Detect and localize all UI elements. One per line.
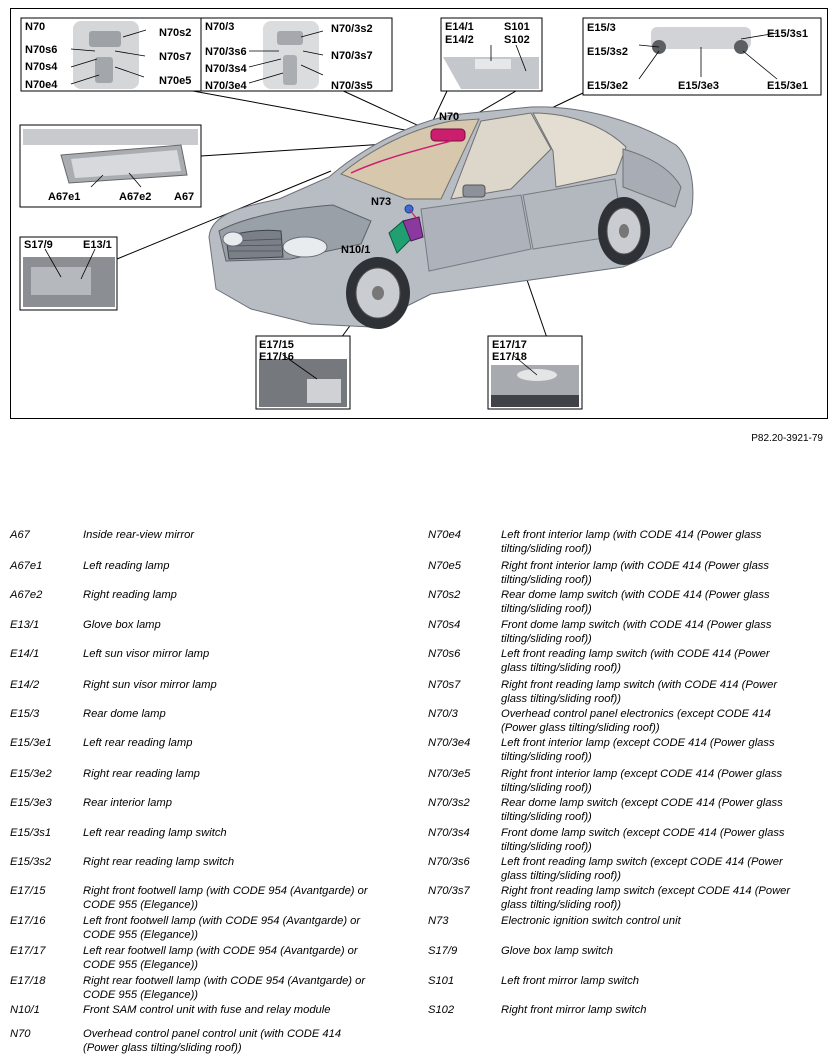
- legend-code: N10/1: [10, 1004, 40, 1016]
- legend-description-line: tilting/sliding roof)): [501, 574, 592, 586]
- legend-code: E15/3s1: [10, 827, 52, 839]
- car-illustration: [209, 107, 693, 329]
- legend-description: [83, 914, 410, 942]
- callout: E17/18: [492, 351, 527, 363]
- legend-code: E15/3s2: [10, 856, 52, 868]
- legend-description: [501, 855, 830, 883]
- callout: E15/3s1: [767, 28, 808, 40]
- callout: E14/2: [445, 34, 474, 46]
- legend-description-line: (Power glass tilting/sliding roof)): [83, 1042, 242, 1054]
- callout: E17/15: [259, 339, 294, 351]
- legend-description: [501, 884, 830, 912]
- legend-code: E15/3e2: [10, 768, 52, 780]
- legend-description-line: Electronic ignition switch control unit: [501, 915, 681, 927]
- legend-code: N70s2: [428, 589, 461, 601]
- legend-description-line: tilting/sliding roof)): [501, 633, 592, 645]
- callout: E15/3e3: [678, 80, 719, 92]
- legend-code: N70s4: [428, 619, 461, 631]
- legend-description-line: Rear interior lamp: [83, 797, 172, 809]
- location-diagram: [10, 8, 828, 419]
- callout: N70s7: [159, 51, 192, 63]
- callout: E15/3e2: [587, 80, 628, 92]
- legend-code: N70e5: [428, 560, 461, 572]
- legend-description-line: Right front mirror lamp switch: [501, 1004, 647, 1016]
- callout: N70s2: [159, 27, 192, 39]
- legend-description-line: Front SAM control unit with fuse and relay module: [83, 1004, 331, 1016]
- legend-description-line: Right front reading lamp switch (with CODE 414 (Power: [501, 679, 778, 691]
- legend-code: N73: [428, 915, 449, 927]
- legend-description: [83, 826, 410, 840]
- callout: A67e1: [48, 191, 81, 203]
- legend-description: [83, 796, 410, 810]
- legend-code: N70s6: [428, 648, 461, 660]
- legend-description-line: Overhead control panel electronics (except CODE 414: [501, 708, 771, 720]
- legend-description-line: Left rear reading lamp: [83, 737, 193, 749]
- legend-description-line: Right front reading lamp switch (except CODE 414 (Power: [501, 885, 791, 897]
- callout: N70e4: [25, 79, 58, 91]
- legend-description-line: tilting/sliding roof)): [501, 782, 592, 794]
- legend-code: A67e1: [10, 560, 43, 572]
- callout: N10/1: [341, 244, 371, 256]
- legend-description-line: Glove box lamp switch: [501, 945, 613, 957]
- legend-description-line: Right front interior lamp (except CODE 414 (Power glass: [501, 768, 783, 780]
- legend-description-line: Rear dome lamp switch (with CODE 414 (Power glass: [501, 589, 770, 601]
- legend-description-line: Left front footwell lamp (with CODE 954 (Avantgarde) or: [83, 915, 361, 927]
- legend-code: E15/3: [10, 708, 40, 720]
- legend-description: [501, 528, 830, 556]
- legend-code: S17/9: [428, 945, 458, 957]
- legend-description: [83, 855, 410, 869]
- legend-description: [501, 914, 830, 928]
- legend-description: [83, 707, 410, 721]
- callout: A67e2: [119, 191, 152, 203]
- legend-description-line: tilting/sliding roof)): [501, 841, 592, 853]
- legend-description: [501, 767, 830, 795]
- legend-code: N70/3e5: [428, 768, 471, 780]
- legend-description-line: Left rear footwell lamp (with CODE 954 (Avantgarde) or: [83, 945, 358, 957]
- legend-description-line: Left reading lamp: [83, 560, 170, 572]
- legend-code: N70s7: [428, 679, 461, 691]
- legend-code: E17/16: [10, 915, 46, 927]
- legend-code: E17/17: [10, 945, 46, 957]
- legend-description-line: CODE 955 (Elegance)): [83, 989, 199, 1001]
- legend-code: E15/3e3: [10, 797, 52, 809]
- callout: S17/9: [24, 239, 53, 251]
- callout: N70/3: [205, 21, 235, 33]
- legend-code: E14/2: [10, 679, 40, 691]
- callout: N70: [25, 21, 46, 33]
- legend-description-line: Left front reading lamp switch (except CODE 414 (Power: [501, 856, 783, 868]
- legend-description: [501, 796, 830, 824]
- legend-description-line: Right rear reading lamp switch: [83, 856, 235, 868]
- callout: E14/1: [445, 21, 474, 33]
- legend-description: [501, 1003, 830, 1017]
- legend-description: [83, 559, 410, 573]
- callout: N73: [371, 196, 392, 208]
- callout: A67: [174, 191, 195, 203]
- callout: E15/3: [587, 22, 616, 34]
- legend-description-line: Left front mirror lamp switch: [501, 975, 640, 987]
- legend-description: [83, 767, 410, 781]
- legend-description-line: Left front interior lamp (with CODE 414 (Power glass: [501, 529, 762, 541]
- legend-description: [501, 826, 830, 854]
- legend-code: A67e2: [10, 589, 43, 601]
- legend-description-line: tilting/sliding roof)): [501, 603, 592, 615]
- legend-code: N70/3s4: [428, 827, 470, 839]
- legend-code: N70/3s6: [428, 856, 470, 868]
- legend-description-line: Right rear footwell lamp (with CODE 954 (Avantgarde) or: [83, 975, 366, 987]
- legend-code: A67: [10, 529, 30, 541]
- callout: N70/3s6: [205, 46, 247, 58]
- legend-description-line: glass tilting/sliding roof)): [501, 870, 622, 882]
- legend-description-line: Right sun visor mirror lamp: [83, 679, 217, 691]
- callout: N70e5: [159, 75, 192, 87]
- callout: N70/3s7: [331, 50, 373, 62]
- legend-description: [501, 647, 830, 675]
- legend-description-line: Front dome lamp switch (with CODE 414 (Power glass: [501, 619, 772, 631]
- legend-description-line: glass tilting/sliding roof)): [501, 899, 622, 911]
- legend-description-line: glass tilting/sliding roof)): [501, 693, 622, 705]
- legend-description: [501, 678, 830, 706]
- legend-description-line: Overhead control panel control unit (with CODE 414: [83, 1028, 342, 1040]
- legend-description: [83, 588, 410, 602]
- legend-code: S102: [428, 1004, 455, 1016]
- legend-description: [83, 528, 410, 542]
- legend-code: N70e4: [428, 529, 461, 541]
- legend-description-line: Left sun visor mirror lamp: [83, 648, 210, 660]
- legend-code: E14/1: [10, 648, 40, 660]
- callout: N70/3s5: [331, 80, 373, 92]
- legend-description: [83, 884, 410, 912]
- legend-description: [83, 1027, 410, 1055]
- callout: S101: [504, 21, 530, 33]
- legend-description: [501, 707, 830, 735]
- legend-description-line: CODE 955 (Elegance)): [83, 959, 199, 971]
- callout: N70/3e4: [205, 80, 247, 92]
- legend-description-line: (Power glass tilting/sliding roof)): [501, 722, 660, 734]
- legend-description: [83, 647, 410, 661]
- legend-code: N70/3: [428, 708, 458, 720]
- legend-code: N70/3s2: [428, 797, 470, 809]
- legend-description-line: Right front interior lamp (with CODE 414 (Power glass: [501, 560, 769, 572]
- callout: E17/17: [492, 339, 527, 351]
- legend-description-line: tilting/sliding roof)): [501, 811, 592, 823]
- legend-code: E17/15: [10, 885, 46, 897]
- legend-description: [501, 559, 830, 587]
- legend-description-line: tilting/sliding roof)): [501, 751, 592, 763]
- diagram-canvas: [11, 9, 829, 420]
- legend-description-line: CODE 955 (Elegance)): [83, 899, 199, 911]
- callout: N70s6: [25, 44, 58, 56]
- callout: E15/3s2: [587, 46, 628, 58]
- legend-description: [83, 974, 410, 1002]
- callout: N70/3s2: [331, 23, 373, 35]
- figure-reference: P82.20-3921-79: [751, 433, 823, 444]
- legend-description: [83, 944, 410, 972]
- legend-description-line: Rear dome lamp: [83, 708, 166, 720]
- legend-description: [501, 736, 830, 764]
- legend-description: [501, 974, 830, 988]
- legend-description: [501, 618, 830, 646]
- legend-description: [83, 618, 410, 632]
- legend-description-line: Left front interior lamp (except CODE 414 (Power glass: [501, 737, 775, 749]
- legend-description-line: tilting/sliding roof)): [501, 543, 592, 555]
- legend-code: N70: [10, 1028, 31, 1040]
- legend-code: N70/3s7: [428, 885, 470, 897]
- legend-description-line: Left rear reading lamp switch: [83, 827, 227, 839]
- legend-description: [501, 588, 830, 616]
- callout: N70: [439, 111, 460, 123]
- legend-description-line: Rear dome lamp switch (except CODE 414 (Power glass: [501, 797, 783, 809]
- legend-description-line: Right rear reading lamp: [83, 768, 200, 780]
- callout: N70/3s4: [205, 63, 247, 75]
- legend-code: E13/1: [10, 619, 40, 631]
- legend-description-line: glass tilting/sliding roof)): [501, 662, 622, 674]
- legend-description-line: Front dome lamp switch (except CODE 414 (Power glass: [501, 827, 785, 839]
- legend-description-line: Left front reading lamp switch (with CODE 414 (Power: [501, 648, 770, 660]
- legend-code: N70/3e4: [428, 737, 471, 749]
- legend-description-line: Glove box lamp: [83, 619, 161, 631]
- callout: S102: [504, 34, 530, 46]
- legend-description-line: Right reading lamp: [83, 589, 177, 601]
- callout: E15/3e1: [767, 80, 808, 92]
- legend-code: S101: [428, 975, 455, 987]
- legend-code: E15/3e1: [10, 737, 52, 749]
- legend-code: E17/18: [10, 975, 46, 987]
- legend-description-line: Inside rear-view mirror: [83, 529, 195, 541]
- legend-description-line: Right front footwell lamp (with CODE 954 (Avantgarde) or: [83, 885, 368, 897]
- legend-description-line: CODE 955 (Elegance)): [83, 929, 199, 941]
- legend-description: [83, 678, 410, 692]
- callout: N70s4: [25, 61, 58, 73]
- callout: E17/16: [259, 351, 294, 363]
- callout: E13/1: [83, 239, 112, 251]
- legend-description: [83, 736, 410, 750]
- legend-description: [83, 1003, 410, 1017]
- legend-description: [501, 944, 830, 958]
